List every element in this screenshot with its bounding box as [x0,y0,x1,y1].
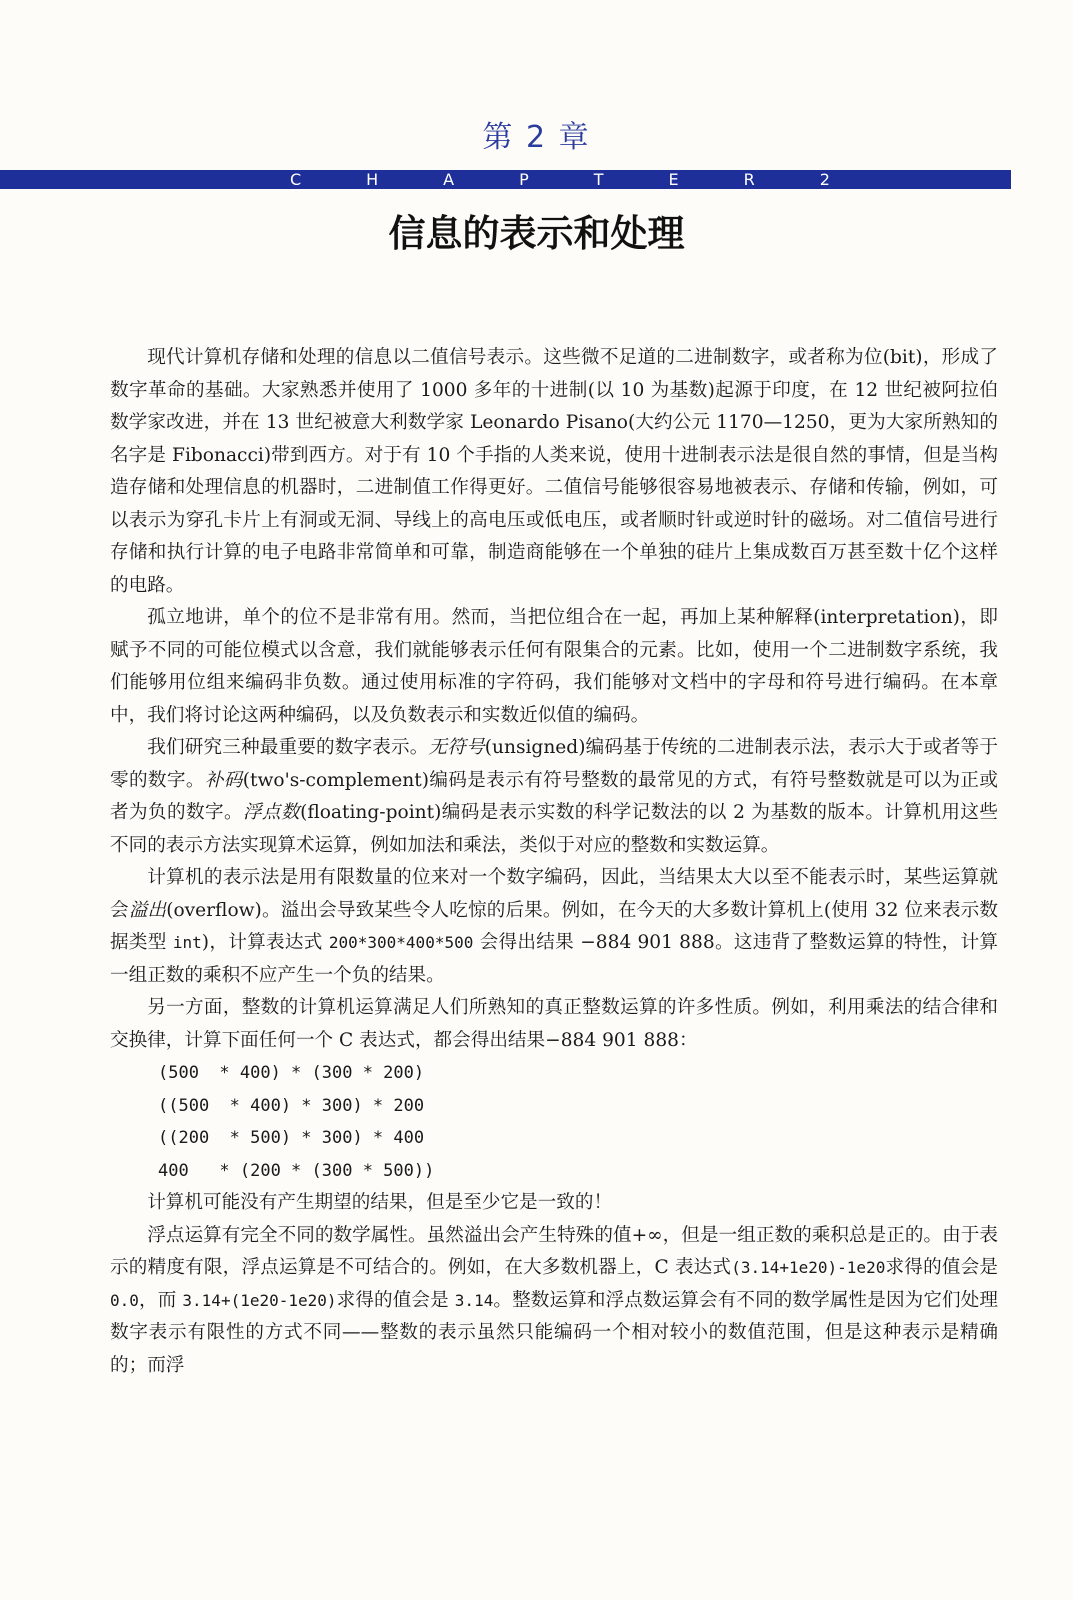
paragraph-floating-point [110,1220,998,1383]
banner-letter: E [668,170,679,189]
banner-letter: C [290,170,302,189]
code-expression: 200*300*400*500 [328,933,474,952]
chapter-title: 信息的表示和处理 [388,211,685,255]
text-run: )，计算表达式 [201,932,329,953]
text-run: 求得的值会是 [885,1257,998,1278]
text-run: 浮点运算有完全不同的数学属性。虽然溢出会产生特殊的值+∞，但是一组正数的乘积总是正的。由于表示的精度有限，浮点运算是不可结合的。例如，在大多数机器上，C 表达式 [110,1224,998,1278]
term-unsigned: 无符号 [428,737,485,758]
text-run: 计算机的表示法是用有限数量的位来对一个数字编码，因此，当结果太大以至不能表示时，某些运算就会 [110,867,998,921]
paragraph-overflow [110,862,998,992]
text-run: 。整数运算和浮点数运算会有不同的数学属性是因为它们处理数字表示有限性的方式不同——整数的表示虽然只能编码一个相对较小的数值范围，但是这种表示是精确的；而浮 [110,1289,998,1376]
banner-letter: A [443,170,455,189]
code-int: int [172,933,202,952]
banner-letter: T [593,170,604,189]
code-fp-expr-2: 3.14+(1e20-1e20) [182,1290,337,1310]
text-run: (two's-complement)编码是表示有符号整数的最常见的方式，有符号整数就是可以为正或者为负的数字。 [110,769,998,823]
text-run: 会得出结果 −884 901 888。这违背了整数运算的特性，计算一组正数的乘积不应产生一个负的结果。 [110,932,998,986]
paragraph-integer-properties: 另一方面，整数的计算机运算满足人们所熟知的真正整数运算的许多性质。例如，利用乘法的结合律和交换律，计算下面任何一个 C 表达式，都会得出结果−884 901 888： [110,997,998,1051]
code-fp-result-2: 3.14 [454,1290,494,1310]
text-run: (overflow)。溢出会导致某些令人吃惊的后果。例如，在今天的大多数计算机上(使用 32 位来表示数据类型 [110,899,998,953]
paragraph-bits: 孤立地讲，单个的位不是非常有用。然而，当把位组合在一起，再加上某种解释(interpretation)，即赋予不同的可能位模式以含意，我们就能够表示任何有限集合的元素。比如，使用一个二进制数字系统，我们能够用位组来编码非负数。通过使用标准的字符码，我们能够对文档中的字母和符号进行编码。在本章中，我们将讨论这两种编码，以及负数表示和实数近似值的编码。 [110,607,998,726]
banner-letter: H [366,170,379,189]
banner-letter: R [743,170,755,189]
text-run: (unsigned)编码基于传统的二进制表示法，表示大于或者等于零的数字。 [110,737,998,791]
banner-letter: P [519,170,529,189]
paragraph-representations [110,732,998,862]
code-line: ((200 * 500) * 300) * 400 [158,1128,425,1148]
paragraph-intro: 现代计算机存储和处理的信息以二值信号表示。这些微不足道的二进制数字，或者称为位(bit)，形成了数字革命的基础。大家熟悉并使用了 1000 多年的十进制(以 10 为基数)起源于印度，在 12 世纪被阿拉伯数学家改进，并在 13 世纪被意大利数学家 Leonardo Pisano(大约公元 1170—1250，更为大家所熟知的名字是 Fibonacci)带到西方。对于有 10 个手指的人类来说，使用十进制表示法是很自然的事情，但是当构造存储和处理信息的机器时，二进制值工作得更好。二值信号能够很容易地被表示、存储和传输，例如，可以表示为穿孔卡片上有洞或无洞、导线上的高电压或低电压，或者顺时针或逆时针的磁场。对二值信号进行存储和执行计算的电子电路非常简单和可靠，制造商能够在一个单独的硅片上集成数百万甚至数十亿个这样的电路。 [110,347,998,596]
body-text [110,342,998,1382]
chapter-banner [0,170,1011,189]
code-fp-result-1: 0.0 [110,1290,139,1310]
banner-letter: 2 [819,170,830,189]
term-twos-complement: 补码 [204,769,243,791]
code-fp-expr-1: (3.14+1e20)-1e20 [731,1258,886,1277]
code-line: (500 * 400) * (300 * 200) [158,1063,425,1083]
text-run: (floating-point)编码是表示实数的科学记数法的以 2 为基数的版本。计算机用这些不同的表示方法实现算术运算，例如加法和乘法，类似于对应的整数和实数运算。 [110,802,998,856]
code-line: 400 * (200 * (300 * 500)) [158,1160,435,1181]
chapter-number: 第 2 章 [482,120,591,155]
text-run: ，而 [138,1289,183,1311]
code-block [110,1057,998,1187]
paragraph-consistent: 计算机可能没有产生期望的结果，但是至少它是一致的！ [147,1192,613,1213]
code-line: ((500 * 400) * 300) * 200 [158,1095,425,1116]
chapter-banner-letters [290,170,830,189]
term-floating-point: 浮点数 [243,802,301,823]
text-run: 求得的值会是 [336,1289,455,1311]
text-run: 我们研究三种最重要的数字表示。 [147,737,429,758]
term-overflow: 溢出 [128,899,167,921]
